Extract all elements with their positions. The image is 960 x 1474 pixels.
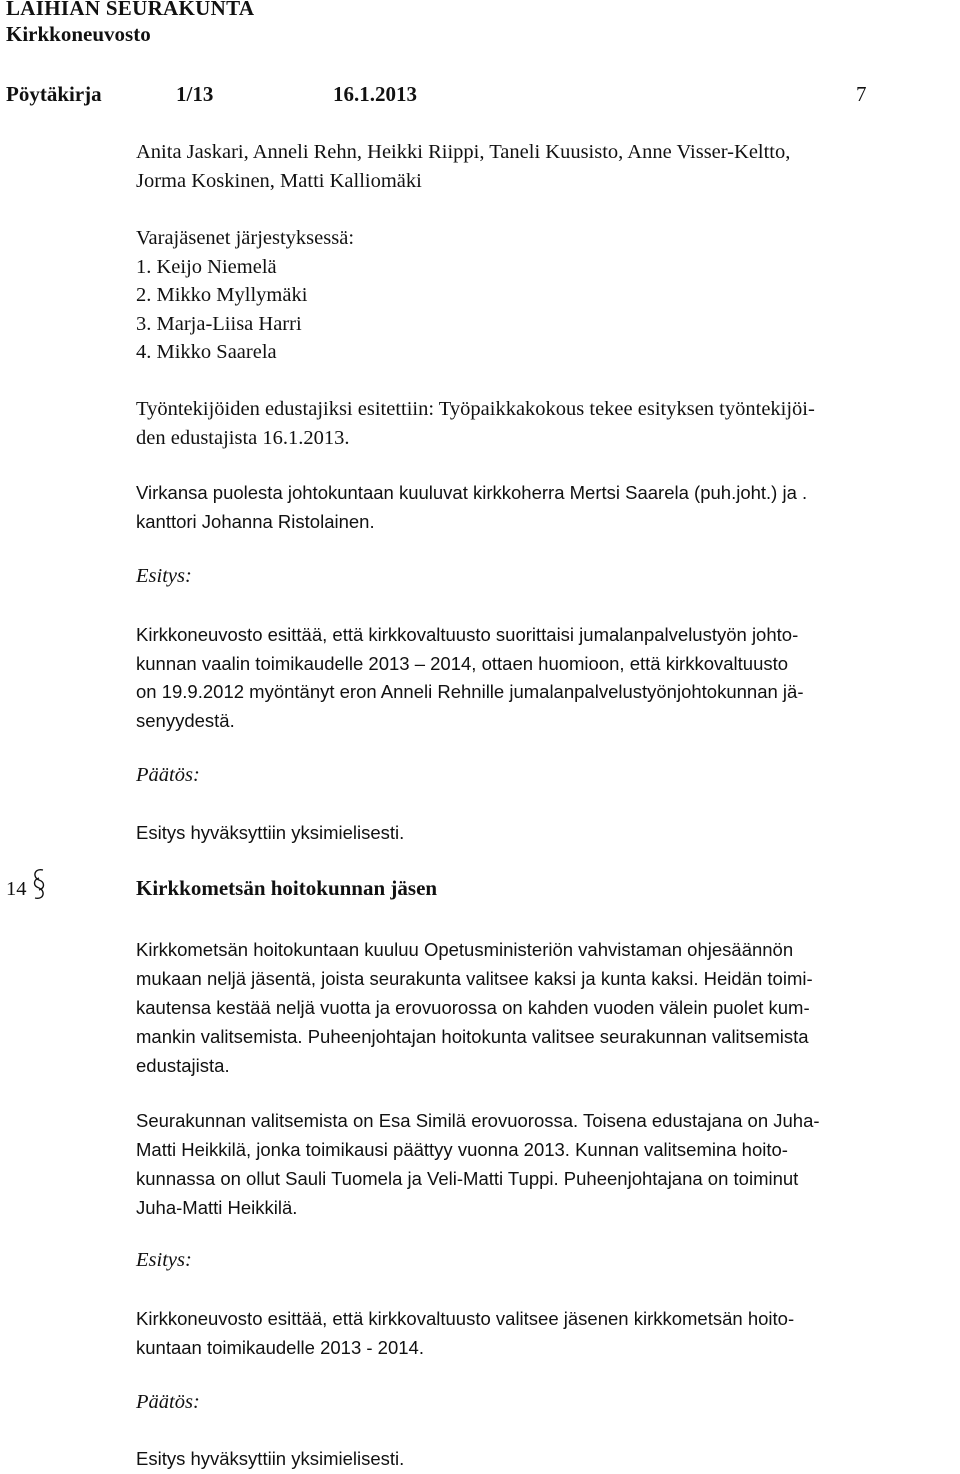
section-proposal-text <box>136 1304 956 1362</box>
paragraph-line: Matti Heikkilä, jonka toimikausi päättyy vuonna 2013. Kunnan valitsemina hoito- <box>136 1139 788 1160</box>
proposal-text <box>136 621 956 735</box>
paragraph-line: kautensa kestää neljä vuotta ja erovuorossa on kahden vuoden välein puolet kum- <box>136 997 810 1018</box>
paragraph-line: mukaan neljä jäsentä, joista seurakunta valitsee kaksi ja kunta kaksi. Heidän toimi- <box>136 968 813 989</box>
section-title: Kirkkometsän hoitokunnan jäsen <box>136 876 438 900</box>
paragraph-line: mankin valitsemista. Puheenjohtajan hoitokunta valitsee seurakunnan valitsemista <box>136 1026 809 1047</box>
decision-text: Esitys hyväksyttiin yksimielisesti. <box>136 822 405 843</box>
proposal-line: kunnan vaalin toimikaudelle 2013 – 2014, ottaen huomioon, että kirkkovaltuusto <box>136 652 789 674</box>
members-line: Anita Jaskari, Anneli Rehn, Heikki Riippi, Taneli Kuusisto, Anne Visser-Keltto, <box>136 141 791 163</box>
substitute-item: 2. Mikko Myllymäki <box>136 284 308 307</box>
section-paragraph-2 <box>136 1106 956 1222</box>
section-sign-icon <box>30 866 48 902</box>
members-line: Jorma Koskinen, Matti Kalliomäki <box>136 169 422 192</box>
note-line: Virkansa puolesta johtokuntaan kuuluvat kirkkoherra Mertsi Saarela (puh.joht.) ja . <box>136 482 808 503</box>
ex-officio-note <box>136 479 956 536</box>
paragraph-line: Kirkkometsän hoitokuntaan kuuluu Opetusministeriön vahvistaman ohjesäännön <box>136 939 794 960</box>
employees-paragraph <box>136 395 956 452</box>
substitute-item: 1. Keijo Niemelä <box>136 255 277 278</box>
section-decision-text: Esitys hyväksyttiin yksimielisesti. <box>136 1448 405 1469</box>
body-name: Kirkkoneuvosto <box>6 22 151 46</box>
members-list <box>136 138 956 195</box>
paragraph-line: kunnassa on ollut Sauli Tuomela ja Veli-Matti Tuppi. Puheenjohtajana on toiminut <box>136 1168 799 1189</box>
substitutes-block <box>136 224 956 367</box>
proposal-line: Kirkkoneuvosto esittää, että kirkkovaltuusto suorittaisi jumalanpalvelustyön johto- <box>136 624 799 645</box>
section-decision-label: Päätös: <box>136 1391 200 1413</box>
paragraph-line: Seurakunnan valitsemista on Esa Similä erovuorossa. Toisena edustajana on Juha- <box>136 1110 820 1131</box>
paragraph-line: edustajista. <box>136 1055 230 1076</box>
proposal-line: Kirkkoneuvosto esittää, että kirkkovaltuusto valitsee jäsenen kirkkometsän hoito- <box>136 1308 795 1329</box>
organization-name: LAIHIAN SEURAKUNTA <box>6 0 255 20</box>
proposal-line: on 19.9.2012 myöntänyt eron Anneli Rehnille jumalanpalvelustyönjohtokunnan jä- <box>136 681 804 702</box>
section-number: 14 <box>6 878 27 900</box>
decision-label: Päätös: <box>136 764 200 786</box>
proposal-label: Esitys: <box>136 565 192 587</box>
note-line: kanttori Johanna Ristolainen. <box>136 510 375 532</box>
section-paragraph-1 <box>136 935 956 1080</box>
substitute-item: 4. Mikko Saarela <box>136 341 277 364</box>
proposal-line: senyydestä. <box>136 709 235 731</box>
doc-number: 1/13 <box>176 82 214 106</box>
doc-type: Pöytäkirja <box>6 82 102 106</box>
page-number: 7 <box>856 82 867 106</box>
substitutes-heading: Varajäsenet järjestyksessä: <box>136 227 355 249</box>
doc-date: 16.1.2013 <box>333 82 417 106</box>
proposal-line: kuntaan toimikaudelle 2013 - 2014. <box>136 1337 424 1358</box>
employees-line: Työntekijöiden edustajiksi esitettiin: Työpaikkakokous tekee esityksen työntekijöi- <box>136 398 815 420</box>
substitute-item: 3. Marja-Liisa Harri <box>136 312 302 335</box>
employees-line: den edustajista 16.1.2013. <box>136 426 350 449</box>
section-proposal-label: Esitys: <box>136 1249 192 1271</box>
paragraph-line: Juha-Matti Heikkilä. <box>136 1197 298 1218</box>
